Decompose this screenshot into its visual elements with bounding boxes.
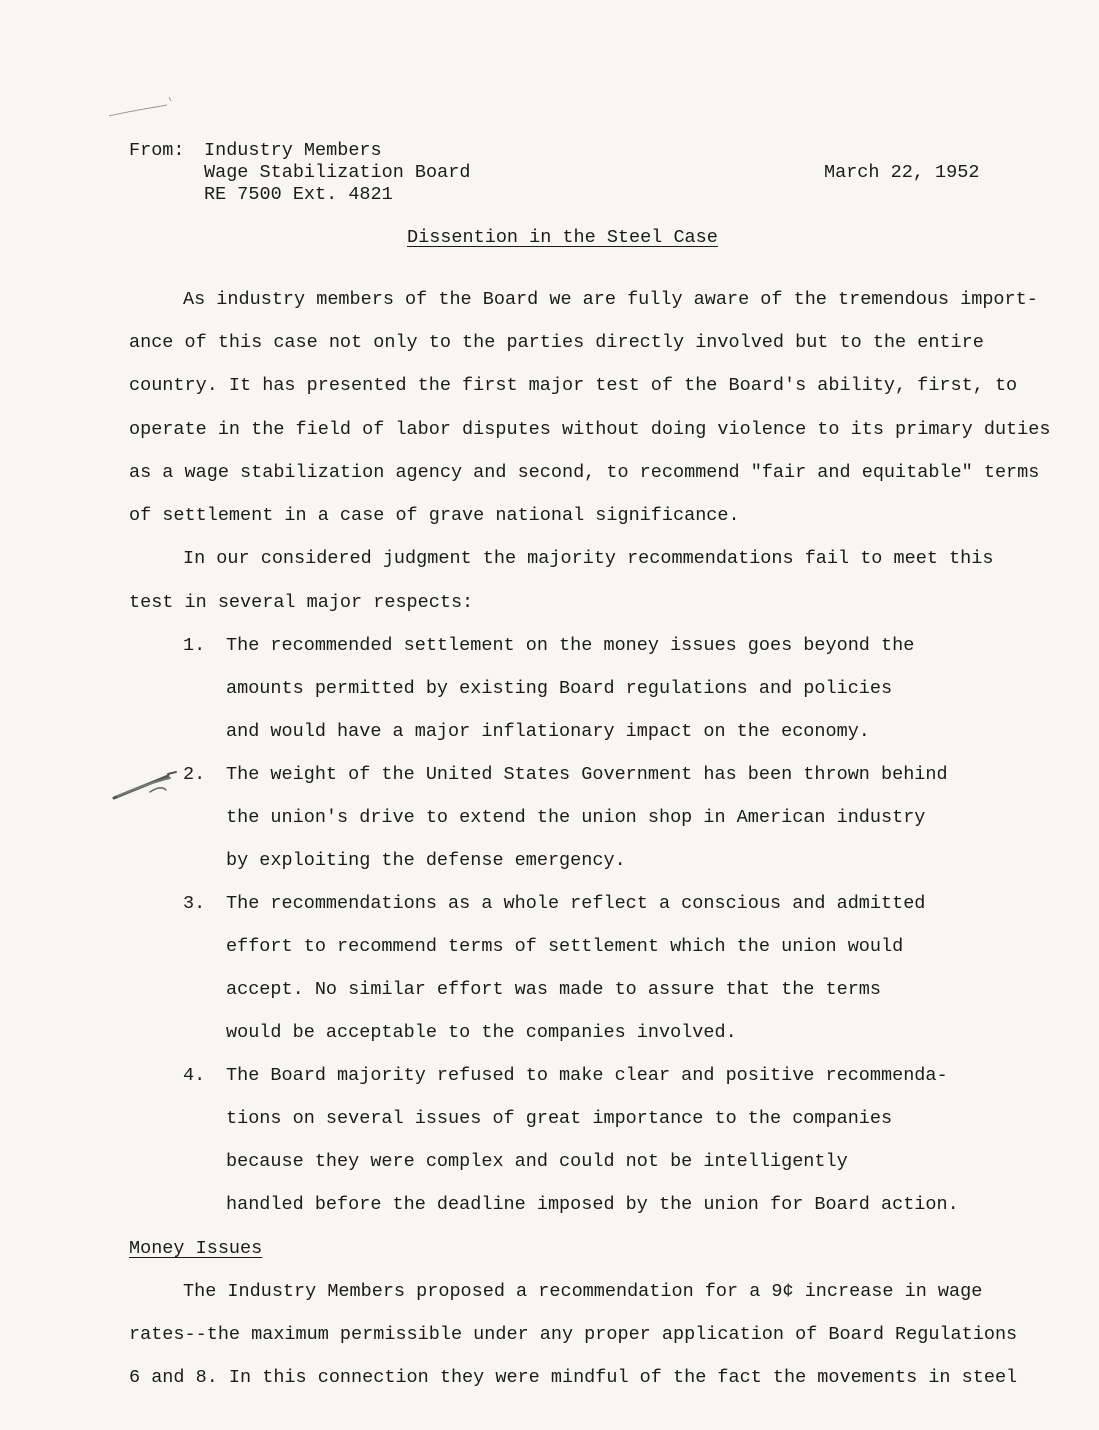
intro-line: ance of this case not only to the parties directly involved but to the entire <box>129 332 984 353</box>
point-line: handled before the deadline imposed by the union for Board action. <box>226 1194 959 1215</box>
from-line-3: RE 7500 Ext. 4821 <box>204 184 393 205</box>
pencil-smudge-icon <box>95 95 175 125</box>
section-heading-money-issues: Money Issues <box>129 1238 263 1259</box>
document-date: March 22, 1952 <box>824 162 980 183</box>
intro-line: of settlement in a case of grave national significance. <box>129 505 740 526</box>
point-line: amounts permitted by existing Board regulations and policies <box>226 678 893 699</box>
point-number: 1. <box>183 635 206 656</box>
point-line: would be acceptable to the companies involved. <box>226 1022 737 1043</box>
point-number: 2. <box>183 764 206 785</box>
point-line: The recommended settlement on the money issues goes beyond the <box>226 635 915 656</box>
intro-line: country. It has presented the first major test of the Board's ability, first, to <box>129 375 1018 396</box>
money-line: rates--the maximum permissible under any proper application of Board Regulations <box>129 1324 1018 1345</box>
point-line: because they were complex and could not be intelligently <box>226 1151 848 1172</box>
point-line: The weight of the United States Government has been thrown behind <box>226 764 948 785</box>
document-title: Dissention in the Steel Case <box>407 227 718 248</box>
point-line: tions on several issues of great importance to the companies <box>226 1108 893 1129</box>
judgment-line: In our considered judgment the majority recommendations fail to meet this <box>183 548 994 569</box>
money-line: The Industry Members proposed a recommendation for a 9¢ increase in wage <box>183 1281 983 1302</box>
intro-line: As industry members of the Board we are fully aware of the tremendous import- <box>183 289 1038 310</box>
point-line: effort to recommend terms of settlement which the union would <box>226 936 904 957</box>
money-line: 6 and 8. In this connection they were mindful of the fact the movements in steel <box>129 1367 1018 1388</box>
intro-line: as a wage stabilization agency and second, to recommend "fair and equitable" terms <box>129 462 1040 483</box>
point-number: 4. <box>183 1065 206 1086</box>
point-line: The Board majority refused to make clear and positive recommenda- <box>226 1065 948 1086</box>
point-line: accept. No similar effort was made to assure that the terms <box>226 979 882 1000</box>
from-line-2: Wage Stabilization Board <box>204 162 471 183</box>
point-number: 3. <box>183 893 206 914</box>
from-line-1: Industry Members <box>204 140 382 161</box>
pencil-checkmark-icon <box>110 768 182 804</box>
point-line: The recommendations as a whole reflect a conscious and admitted <box>226 893 926 914</box>
judgment-line: test in several major respects: <box>129 592 474 613</box>
intro-line: operate in the field of labor disputes without doing violence to its primary duties <box>129 419 1051 440</box>
point-line: and would have a major inflationary impact on the economy. <box>226 721 870 742</box>
point-line: the union's drive to extend the union shop in American industry <box>226 807 926 828</box>
point-line: by exploiting the defense emergency. <box>226 850 626 871</box>
from-label: From: <box>129 140 185 161</box>
